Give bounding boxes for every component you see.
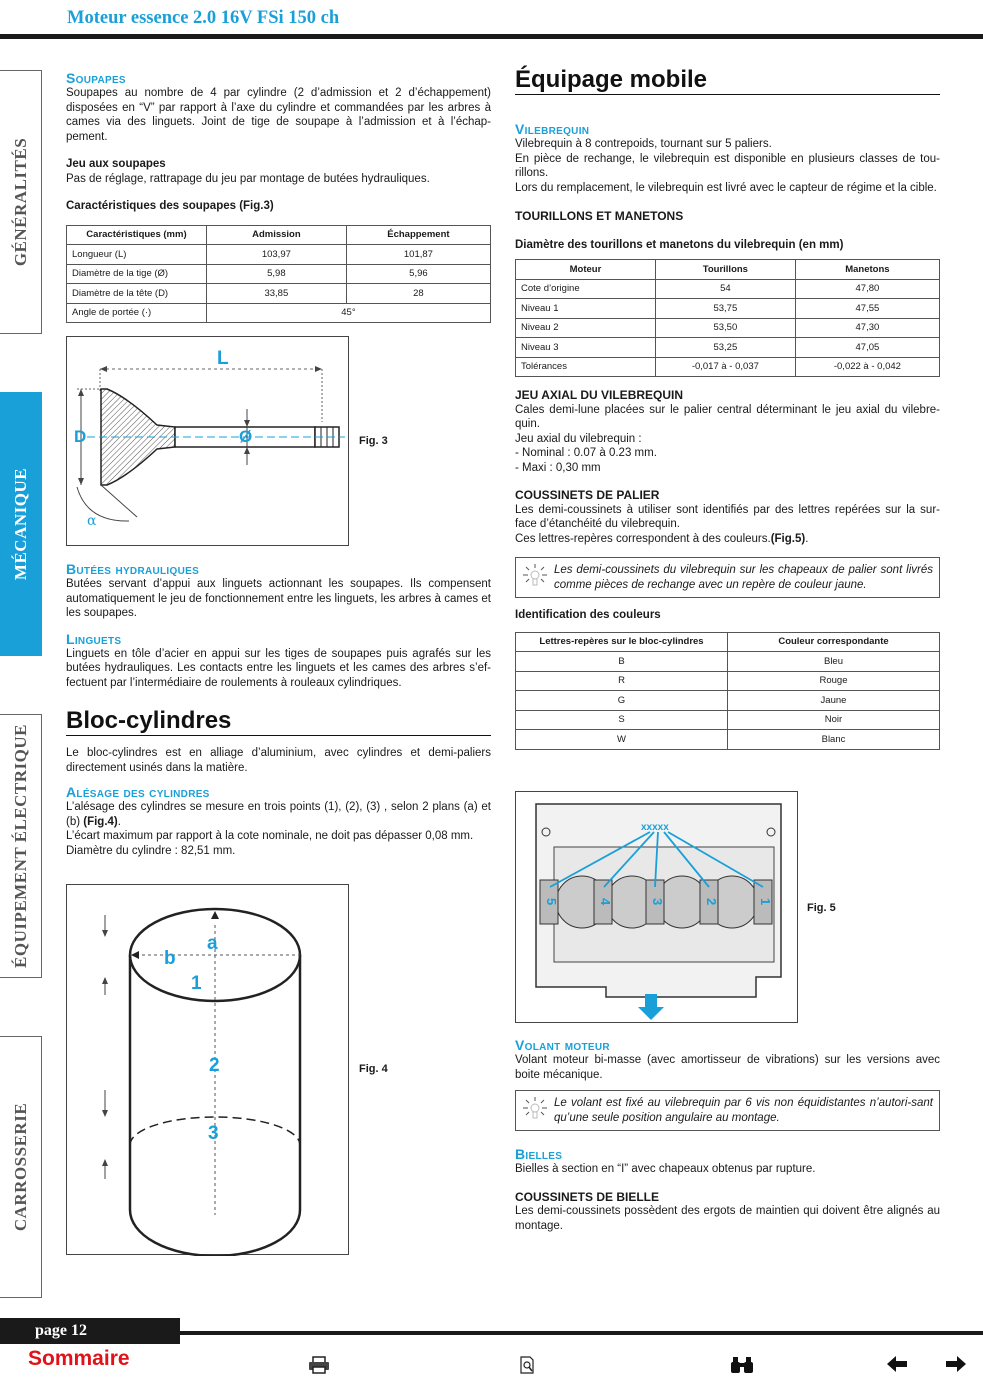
table-row (516, 652, 940, 672)
cylinder-diagram (67, 885, 350, 1256)
table-row (516, 691, 940, 711)
table-cell: Angle de portée (·) (67, 303, 207, 323)
fig4-label-3: 3 (208, 1123, 219, 1144)
binoculars-icon[interactable] (730, 1356, 754, 1374)
table-header: Caractéristiques (mm) (67, 225, 207, 245)
vilebrequin-line-2: En pièce de rechange, le vilebrequin est disponible en plusieurs classes de tou-rillons. (515, 152, 940, 179)
table-cell: Niveau 2 (516, 318, 656, 338)
table-row (516, 338, 940, 358)
search-doc-icon[interactable] (519, 1356, 537, 1374)
jeu-axial-title: JEU AXIAL DU VILEBREQUIN (515, 388, 684, 402)
note-coussinets-text: Les demi-coussinets du vilebrequin sur les chapeaux de palier sont livrés comme pièces de rechange avec un repère de couleur jaune. (554, 564, 933, 591)
footer-rule (180, 1331, 983, 1335)
section-equipage-mobile-title: Équipage mobile (515, 66, 940, 95)
section-alesage-title: Alésage des cylindres (66, 784, 210, 800)
table-cell: 33,85 (206, 284, 346, 304)
jeu-axial-line-2: Jeu axial du vilebrequin : (515, 432, 642, 445)
figure-5-label: Fig. 5 (807, 902, 836, 914)
coussinets-bielle-text: Les demi-coussinets possèdent des ergots de maintien qui doivent être alignés au montage. (515, 1205, 940, 1232)
lightbulb-icon (522, 563, 548, 587)
table-cell: G (516, 691, 728, 711)
fig3-label-L: L (217, 348, 229, 369)
table-row (67, 245, 491, 265)
alesage-diametre: Diamètre du cylindre : 82,51 mm. (66, 844, 236, 857)
coussinets-fig-ref: (Fig.5) (770, 532, 806, 545)
caracteristiques-soupapes-title: Caractéristiques des soupapes (Fig.3) (66, 200, 274, 212)
tab-mecanique[interactable] (0, 392, 42, 656)
table-cell: 53,50 (655, 318, 795, 338)
table-cell: Bleu (728, 652, 940, 672)
soupapes-text: Soupapes au nombre de 4 par cylindre (2 d’admission et 2 d’échappement) disposées en “V” par rapport à l’axe du cylindre et commandées par les arbres à cames via des linguets. Joint de tige de soupape à l’admission et à l’échap-pement. (66, 87, 491, 143)
coussinets-palier-line-2 (515, 532, 940, 547)
soupapes-table (66, 225, 491, 324)
table-cell: B (516, 652, 728, 672)
bielles-text: Bielles à section en “I” avec chapeaux obtenus par rupture. (515, 1163, 816, 1175)
fig5-bearing-5: 5 (544, 898, 559, 906)
table-header: Couleur correspondante (728, 632, 940, 652)
linguets-text: Linguets en tôle d’acier en appui sur les tiges de soupapes puis agrafés sur les butées hydrauliques. Les contacts entre les linguets et les cames des arbres s’ef-fectuent par l’intermédiaire de roulements à rouleaux cylindriques. (66, 647, 491, 689)
fig4-label-a: a (207, 933, 218, 954)
table-header: Lettres-repères sur le bloc-cylindres (516, 632, 728, 652)
table-cell: W (516, 730, 728, 750)
table-cell: 47,55 (795, 299, 939, 319)
table-cell: 103,97 (206, 245, 346, 265)
right-column-lower (515, 1037, 940, 1233)
table-cell: Niveau 1 (516, 299, 656, 319)
table-cell: Cote d’origine (516, 279, 656, 299)
table-cell: 28 (346, 284, 490, 304)
figure-3-valve (66, 336, 349, 546)
section-bielles-title: Bielles (515, 1146, 563, 1162)
tab-carrosserie[interactable] (0, 1036, 42, 1298)
note-volant-text: Le volant est fixé au vilebrequin par 6 vis non équidistantes n’autori-sant qu’une seule position angulaire au montage. (554, 1097, 933, 1124)
table-cell: R (516, 671, 728, 691)
table-cell: 53,75 (655, 299, 795, 319)
tab-equipement-electrique-label: ÉQUIPEMENT ÉLECTRIQUE (10, 724, 30, 968)
jeu-axial-line-4: - Maxi : 0,30 mm (515, 461, 601, 474)
table-row (67, 264, 491, 284)
table-cell: Blanc (728, 730, 940, 750)
table-row (516, 279, 940, 299)
figure-4-cylinder (66, 884, 349, 1255)
fig4-label-1: 1 (191, 973, 202, 994)
table-cell: 5,98 (206, 264, 346, 284)
fig3-label-D: D (74, 427, 87, 446)
table-header: Manetons (795, 260, 939, 280)
table-row (516, 318, 940, 338)
print-icon[interactable] (308, 1356, 330, 1374)
lightbulb-icon (522, 1096, 548, 1120)
right-column (515, 66, 940, 750)
tourillons-subtitle: Diamètre des tourillons et manetons du vilebrequin (en mm) (515, 238, 844, 251)
table-cell: Rouge (728, 671, 940, 691)
coussinets-bielle-title: COUSSINETS DE BIELLE (515, 1189, 660, 1204)
fig4-label-b: b (164, 948, 176, 969)
tab-generalites-label: GÉNÉRALITÉS (10, 137, 30, 267)
figure-3-label: Fig. 3 (359, 435, 388, 447)
section-bloc-cylindres-title: Bloc-cylindres (66, 707, 491, 736)
table-row (516, 671, 940, 691)
alesage-text-part: L’alésage des cylindres se mesure en trois points (1), (2), (3) , selon 2 plans (a) et (b) (66, 801, 491, 828)
alesage-fig-ref: (Fig.4) (83, 815, 118, 828)
tourillons-table (515, 259, 940, 377)
table-row (67, 284, 491, 304)
note-coussinets (515, 557, 940, 598)
tourillons-title: TOURILLONS ET MANETONS (515, 209, 684, 223)
table-cell: Niveau 3 (516, 338, 656, 358)
tab-generalites[interactable] (0, 70, 42, 334)
table-cell: Diamètre de la tige (Ø) (67, 264, 207, 284)
coussinets-text-end: . (805, 532, 809, 545)
alesage-text-end: . (117, 815, 121, 828)
table-header: Admission (206, 225, 346, 245)
table-cell: Diamètre de la tête (D) (67, 284, 207, 304)
left-column-lower (66, 561, 491, 858)
couleurs-table (515, 632, 940, 750)
table-cell: 53,25 (655, 338, 795, 358)
table-row (67, 303, 491, 323)
fig5-bearing-3: 3 (650, 898, 665, 906)
table-row (516, 730, 940, 750)
tab-equipement-electrique[interactable] (0, 714, 42, 978)
section-vilebrequin-title: Vilebrequin (515, 121, 590, 137)
note-volant (515, 1090, 940, 1131)
table-row (516, 299, 940, 319)
table-cell: 47,30 (795, 318, 939, 338)
table-cell: 5,96 (346, 264, 490, 284)
table-cell: 101,87 (346, 245, 490, 265)
fig5-down-arrow (638, 994, 664, 1020)
figure-4-label: Fig. 4 (359, 1063, 388, 1075)
fig4-label-2: 2 (209, 1055, 220, 1076)
table-cell: Noir (728, 710, 940, 730)
table-cell: 45° (206, 303, 490, 323)
arrow-left-icon[interactable] (887, 1356, 907, 1372)
coussinets-palier-title: COUSSINETS DE PALIER (515, 488, 660, 502)
section-linguets-title: Linguets (66, 630, 122, 647)
fig3-label-alpha: α (87, 513, 97, 529)
volant-text: Volant moteur bi-masse (avec amortisseur de vibrations) sur les versions avec boite mécanique. (515, 1054, 940, 1081)
table-row (516, 357, 940, 377)
table-header: Tourillons (655, 260, 795, 280)
fig5-bearing-2: 2 (704, 898, 719, 906)
fig5-bearing-1: 1 (758, 898, 773, 906)
tab-mecanique-label: MÉCANIQUE (10, 467, 30, 581)
jeu-soupapes-title: Jeu aux soupapes (66, 158, 166, 170)
valve-diagram (67, 337, 350, 547)
table-cell: S (516, 710, 728, 730)
jeu-soupapes-text: Pas de réglage, rattrapage du jeu par montage de butées hydrauliques. (66, 172, 430, 185)
jeu-axial-line-1: Cales demi-lune placées sur le palier central déterminant le jeu axial du vilebre-quin. (515, 403, 940, 430)
page-number: page 12 (0, 1318, 180, 1344)
arrow-right-icon[interactable] (946, 1356, 966, 1372)
figure-5-engine-block (515, 791, 798, 1023)
header-rule (0, 34, 983, 39)
document-title: Moteur essence 2.0 16V FSi 150 ch (67, 8, 340, 28)
coussinets-palier-line-1: Les demi-coussinets à utiliser sont identifiés par des lettres repérées sur la sur-face d’étanchéité du vilebrequin. (515, 503, 940, 530)
fig5-bearing-4: 4 (598, 898, 613, 906)
coussinets-text-part: Ces lettres-repères correspondent à des couleurs. (515, 532, 771, 545)
couleurs-title: Identification des couleurs (515, 609, 661, 621)
table-cell: Longueur (L) (67, 245, 207, 265)
sommaire-link[interactable]: Sommaire (28, 1347, 130, 1370)
tab-carrosserie-label: CARROSSERIE (10, 1102, 30, 1232)
butees-text: Butées servant d’appui aux linguets actionnant les soupapes. Ils compensent automatiquement le jeu de fonctionnement entre les linguets, les arbres à cames et les soupapes. (66, 578, 491, 619)
table-cell: 54 (655, 279, 795, 299)
vilebrequin-line-1: Vilebrequin à 8 contrepoids, tournant sur 5 paliers. (515, 138, 772, 150)
table-cell: Jaune (728, 691, 940, 711)
table-cell: 47,05 (795, 338, 939, 358)
section-butees-title: Butées hydrauliques (66, 561, 200, 577)
table-row (516, 710, 940, 730)
table-header: Moteur (516, 260, 656, 280)
table-cell: -0,017 à - 0,037 (655, 357, 795, 377)
table-header: Échappement (346, 225, 490, 245)
jeu-axial-line-3: - Nominal : 0.07 à 0.23 mm. (515, 447, 657, 459)
table-cell: -0,022 à - 0,042 (795, 357, 939, 377)
fig5-marks: xxxxx (641, 822, 669, 833)
left-column (66, 70, 491, 323)
alesage-ecart: L’écart maximum par rapport à la cote nominale, ne doit pas dépasser 0,08 mm. (66, 830, 474, 842)
section-volant-title: Volant moteur (515, 1037, 610, 1053)
vilebrequin-line-3: Lors du remplacement, le vilebrequin est livré avec le capteur de régime et la cible. (515, 181, 937, 194)
table-cell: Tolérances (516, 357, 656, 377)
table-cell: 47,80 (795, 279, 939, 299)
fig3-label-phi: Ø (239, 427, 253, 446)
engine-block-diagram (516, 792, 799, 1024)
alesage-text (66, 800, 491, 829)
section-soupapes-title: Soupapes (66, 70, 126, 86)
bloc-cylindres-text: Le bloc-cylindres est en alliage d’aluminium, avec cylindres et demi-paliers directement usinés dans la matière. (66, 747, 491, 774)
